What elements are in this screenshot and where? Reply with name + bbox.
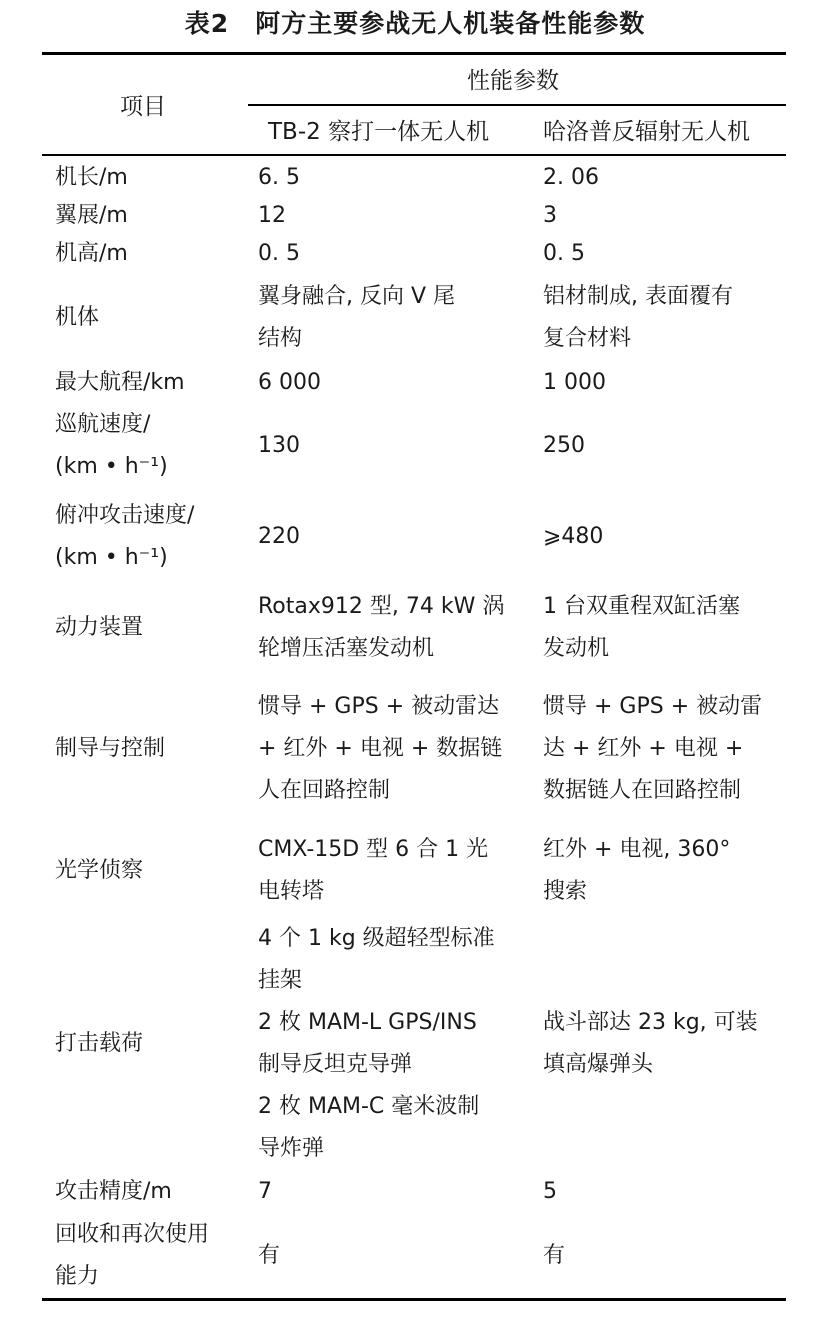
cell-tb2-line: 4 个 1 kg 级超轻型标准 — [258, 926, 495, 951]
cell-harop — [543, 1235, 565, 1277]
top-rule — [42, 52, 786, 55]
cell-item — [55, 607, 143, 649]
cell-tb2 — [258, 829, 488, 913]
cell-tb2-line: 惯导 + GPS + 被动雷达 — [258, 694, 500, 719]
cell-tb2-line: 130 — [258, 433, 300, 458]
cell-harop — [543, 829, 730, 913]
cell-harop-line: 搜索 — [543, 879, 588, 904]
cell-harop — [543, 1002, 758, 1086]
cell-item — [55, 233, 128, 275]
cell-item — [55, 195, 128, 237]
cell-item-line: 光学侦察 — [55, 858, 144, 883]
cell-item-line: (km • h⁻¹) — [55, 545, 168, 570]
cell-item-line: 能力 — [55, 1264, 100, 1289]
cell-harop-line: 0. 5 — [543, 241, 585, 266]
cell-harop-line: 有 — [543, 1243, 566, 1268]
cell-harop-line: 数据链人在回路控制 — [543, 778, 742, 803]
cell-tb2 — [258, 586, 504, 670]
cell-tb2-line: 7 — [258, 1179, 272, 1204]
cell-tb2-line: 2 枚 MAM-C 毫米波制 — [258, 1094, 480, 1119]
header-group: 性能参数 — [467, 68, 559, 94]
cell-item-line: 动力装置 — [55, 615, 144, 640]
cell-item-line: 机高/m — [55, 241, 128, 266]
header-subrule — [248, 104, 786, 106]
cell-harop — [543, 362, 606, 404]
cell-tb2-line: + 红外 + 电视 + 数据链 — [258, 736, 503, 761]
cell-tb2-line: 制导反坦克导弹 — [258, 1052, 413, 1077]
cell-tb2-line: 挂架 — [258, 968, 303, 993]
cell-tb2 — [258, 918, 495, 1170]
cell-harop-line: 惯导 + GPS + 被动雷 — [543, 694, 763, 719]
header-item: 项目 — [120, 94, 166, 120]
cell-tb2-line: 12 — [258, 203, 286, 228]
cell-harop — [543, 195, 557, 237]
cell-item — [55, 728, 165, 770]
cell-harop-line: 5 — [543, 1179, 557, 1204]
cell-tb2-line: Rotax912 型, 74 kW 涡 — [258, 594, 505, 619]
cell-tb2-line: 0. 5 — [258, 241, 300, 266]
cell-tb2-line: 6. 5 — [258, 165, 300, 190]
cell-harop — [543, 233, 585, 275]
cell-item — [55, 404, 168, 488]
cell-tb2-line: 结构 — [258, 326, 303, 351]
cell-harop — [543, 1171, 557, 1213]
cell-item-line: 制导与控制 — [55, 736, 166, 761]
header-col-harop: 哈洛普反辐射无人机 — [543, 119, 750, 145]
cell-item — [55, 495, 194, 579]
cell-harop — [543, 157, 599, 199]
cell-item — [55, 362, 185, 404]
cell-item — [55, 850, 143, 892]
cell-item-line: 攻击精度/m — [55, 1179, 172, 1204]
header-rule — [42, 154, 786, 156]
cell-item-line: 翼展/m — [55, 203, 128, 228]
cell-tb2 — [258, 276, 455, 360]
cell-item — [55, 1023, 143, 1065]
cell-harop-line: 2. 06 — [543, 165, 599, 190]
cell-tb2-line: 6 000 — [258, 370, 321, 395]
cell-tb2 — [258, 157, 300, 199]
cell-tb2-line: 导炸弹 — [258, 1136, 325, 1161]
cell-harop — [543, 276, 733, 360]
cell-harop-line: 达 + 红外 + 电视 + — [543, 736, 744, 761]
cell-harop-line: 3 — [543, 203, 557, 228]
cell-harop-line: ⩾480 — [543, 524, 604, 549]
table-title: 表2 阿方主要参战无人机装备性能参数 — [184, 9, 646, 38]
cell-tb2-line: 轮增压活塞发动机 — [258, 636, 435, 661]
cell-tb2-line: 220 — [258, 524, 300, 549]
cell-item — [55, 1171, 172, 1213]
cell-item-line: 最大航程/km — [55, 370, 185, 395]
cell-item — [55, 297, 99, 339]
cell-item — [55, 157, 128, 199]
cell-harop — [543, 686, 762, 812]
cell-tb2-line: 人在回路控制 — [258, 778, 391, 803]
cell-harop — [543, 516, 603, 558]
cell-tb2 — [258, 362, 321, 404]
cell-tb2-line: 电转塔 — [258, 879, 325, 904]
cell-tb2 — [258, 1171, 272, 1213]
cell-tb2-line: 有 — [258, 1243, 281, 1268]
cell-harop — [543, 586, 740, 670]
cell-tb2 — [258, 686, 502, 812]
cell-harop-line: 红外 + 电视, 360° — [543, 837, 731, 862]
header-col-tb2: TB-2 察打一体无人机 — [268, 119, 490, 145]
cell-harop-line: 填高爆弹头 — [543, 1052, 654, 1077]
cell-item-line: 回收和再次使用 — [55, 1222, 210, 1247]
cell-tb2 — [258, 516, 300, 558]
cell-tb2-line: 2 枚 MAM-L GPS/INS — [258, 1010, 477, 1035]
cell-harop-line: 复合材料 — [543, 326, 632, 351]
cell-harop — [543, 425, 585, 467]
cell-harop-line: 铝材制成, 表面覆有 — [543, 284, 733, 309]
cell-harop-line: 1 台双重程双缸活塞 — [543, 594, 740, 619]
cell-item-line: 打击载荷 — [55, 1031, 144, 1056]
cell-tb2-line: CMX-15D 型 6 合 1 光 — [258, 837, 489, 862]
cell-tb2-line: 翼身融合, 反向 V 尾 — [258, 284, 456, 309]
cell-item-line: (km • h⁻¹) — [55, 454, 168, 479]
cell-item-line: 俯冲攻击速度/ — [55, 503, 195, 528]
cell-item-line: 机长/m — [55, 165, 128, 190]
cell-tb2 — [258, 425, 300, 467]
bottom-rule — [42, 1298, 786, 1301]
cell-harop-line: 1 000 — [543, 370, 606, 395]
cell-harop-line: 发动机 — [543, 636, 610, 661]
cell-harop-line: 250 — [543, 433, 585, 458]
cell-tb2 — [258, 1235, 280, 1277]
cell-item-line: 巡航速度/ — [55, 412, 151, 437]
cell-item-line: 机体 — [55, 305, 100, 330]
cell-tb2 — [258, 233, 300, 275]
cell-tb2 — [258, 195, 286, 237]
cell-harop-line: 战斗部达 23 kg, 可装 — [543, 1010, 758, 1035]
cell-item — [55, 1214, 209, 1298]
